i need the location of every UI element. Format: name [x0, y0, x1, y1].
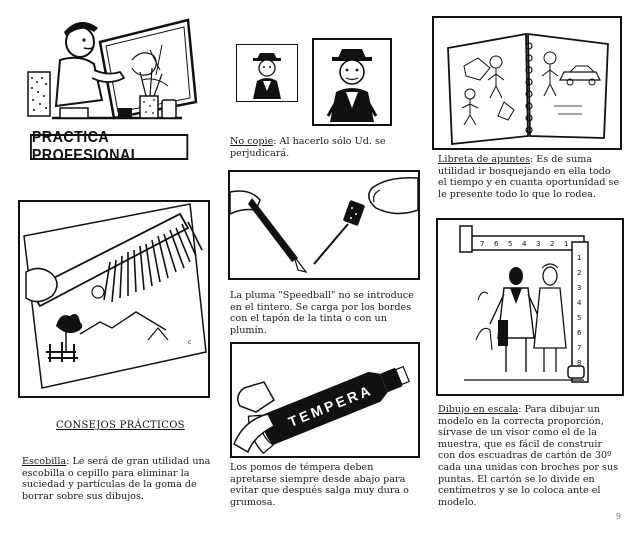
pen-illustration	[228, 170, 420, 280]
artist-illustration	[22, 10, 200, 135]
consejos-heading: CONSEJOS PRÁCTICOS	[56, 420, 185, 431]
caption-tempera-text: Los pomos de témpera deben apretarse siempre desde abajo para evitar que después salga muy dura o grumosa.	[230, 462, 409, 508]
caption-dibujo-escala-rest: : Para dibujar un modelo en la correcta proporción, sírvase de un visor como el de la muestra, que es fácil de construir con dos escuadras de cartón de 30º cada una unidas con broches por sus puntas. El cartón se lo divide en centímetros y se lo coloca ante el modelo.	[438, 404, 619, 508]
brush-illustration	[18, 200, 210, 398]
caption-escobilla	[22, 456, 218, 502]
ruler-side-5: 5	[577, 314, 582, 322]
tempera-illustration	[230, 342, 420, 458]
caption-escobilla-lead: Escobilla	[22, 456, 67, 467]
ruler-side-4: 4	[577, 299, 582, 307]
ruler-side-8: 8	[577, 359, 582, 367]
ruler-top-5: 5	[508, 240, 513, 248]
caption-no-copie	[230, 136, 420, 159]
ruler-side-1: 1	[577, 254, 582, 262]
section-title-text: PRACTICA PROFESIONAL	[31, 129, 140, 164]
caption-tempera	[230, 462, 420, 508]
scale-viewer-illustration	[436, 218, 624, 396]
ruler-side-3: 3	[577, 284, 582, 292]
ruler-side-6: 6	[577, 329, 582, 337]
caption-libreta-lead: Libreta de apuntes	[438, 154, 531, 165]
caption-libreta	[438, 154, 622, 200]
caption-no-copie-rest: : Al hacerlo sólo Ud. se perjudicará.	[230, 136, 386, 159]
tube-label: TEMPERA	[286, 381, 375, 430]
caption-escobilla-rest: : Le será de gran utilidad una escobilla o cepillo para eliminar la suciedad y partículas de la goma de borrar sobre sus dibujos.	[22, 456, 211, 502]
ruler-side-2: 2	[577, 269, 582, 277]
ruler-top-6: 6	[494, 240, 499, 248]
caption-pluma-text: La pluma "Speedball" no se introduce en el tintero. Se carga por los bordes con el tapón de la tinta o con un plumín.	[230, 290, 414, 336]
ruler-top-7: 7	[480, 240, 485, 248]
caption-libreta-rest: : Es de suma utilidad ir bosquejando en ella todo el tiempo y en cuanta oportunidad se le presente todo lo que lo rodea.	[438, 154, 620, 200]
ruler-top-1: 1	[564, 240, 569, 248]
portrait-small	[236, 44, 298, 102]
section-title	[30, 129, 188, 164]
page-number: 9	[616, 512, 622, 521]
ruler-side-7: 7	[577, 344, 582, 352]
ruler-top-3: 3	[536, 240, 541, 248]
caption-no-copie-lead: No copie	[230, 136, 274, 147]
svg-text:c: c	[188, 339, 192, 346]
caption-pluma	[230, 290, 420, 336]
caption-dibujo-escala-lead: Dibujo en escala	[438, 404, 519, 415]
caption-dibujo-escala	[438, 404, 622, 508]
sketchbook-illustration	[432, 16, 622, 150]
ruler-top-2: 2	[550, 240, 555, 248]
portrait-large	[312, 38, 392, 126]
ruler-top-4: 4	[522, 240, 527, 248]
